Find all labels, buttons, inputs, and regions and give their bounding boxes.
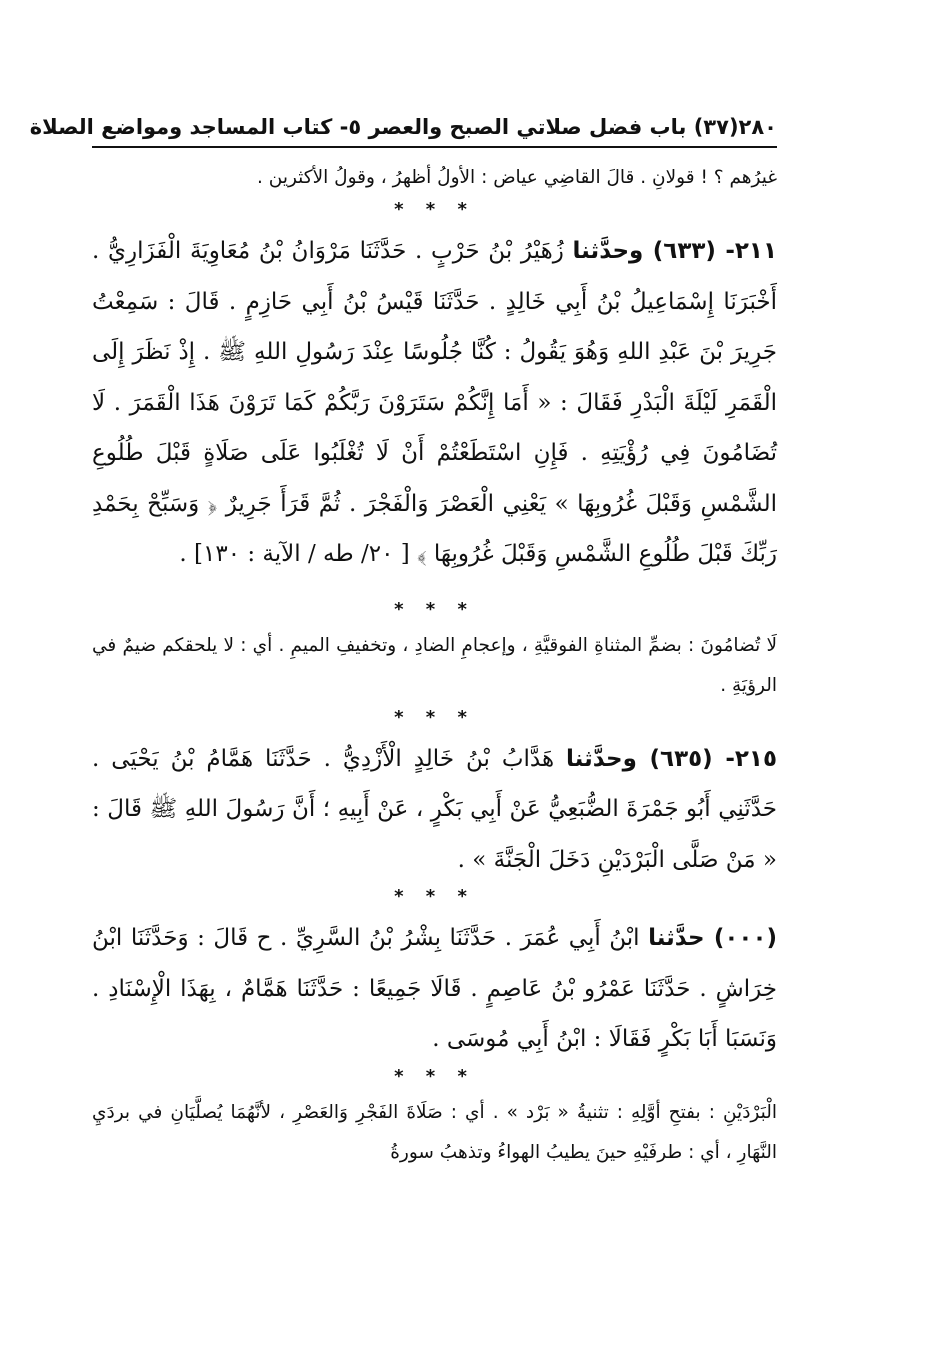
hadith-number: ٢١١- (٦٣٣) وحدَّثنا [572, 238, 777, 264]
section-separator: * * * [394, 199, 475, 220]
hadith-text: ابْنُ أَبِي عُمَرَ . حَدَّثَنَا بِشْرُ بْنُ السَّرِيِّ . ح قَالَ : وَحَدَّثَنَا ابْنُ خِرَاشٍ . حَدَّثَنَا عَمْرُو بْنُ عَاصِمٍ . قَالَا جَمِيعًا : حَدَّثَنَا هَمَّامٌ ، بِهَذَا الْإِسْنَادِ . وَنَسَبَا أَبَا بَكْرٍ فَقَالَا : ابْنُ أَبِي مُوسَى . [92, 925, 777, 1052]
hadith-215 [92, 734, 777, 886]
book-page [29, 112, 778, 1173]
section-separator: * * * [394, 886, 475, 907]
section-separator: * * * [394, 1065, 475, 1087]
hadith-text: هَدَّابُ بْنُ خَالِدٍ الْأَزْدِيُّ . حَدَّثَنَا هَمَّامُ بْنُ يَحْيَى . حَدَّثَنِي أَبُو جَمْرَةَ الضُّبَعِيُّ عَنْ أَبِي بَكْرٍ ، عَنْ أَبِيهِ ؛ أَنَّ رَسُولَ اللهِ ﷺ قَالَ : « مَنْ صَلَّى الْبَرْدَيْنِ دَخَلَ الْجَنَّةَ » . [92, 745, 777, 873]
commentary-note: لَا تُضامُونَ : بضمِّ المثناةِ الفوقيَّةِ ، وإعجامِ الضادِ ، وتخفيفِ الميمِ . أي : لا يلحقكم ضيمٌ في الرؤيَةِ . [92, 634, 777, 696]
commentary-note: الْبَرْدَيْنِ : بفتحِ أوَّلِهِ : تثنيةُ « بَرْد » . أي : صَلَاةَ الفَجْرِ وَالعَصْرِ ، لأنَّهُمَا يُصلَّيَانِ في بردَيِ النَّهَارِ ، أي : طرفَيْهِ حينَ يطيبُ الهواءُ وتذهبُ سورةُ [92, 1101, 777, 1163]
page-number: ٢٨٠ [738, 115, 777, 139]
hadith-211 [92, 226, 777, 580]
commentary-continuation: غيرُهم ؟ ! قولانِ . قالَ القاضِي عياض : الأولُ أظهرُ ، وقولُ الأكثرين . [256, 167, 777, 188]
section-separator: * * * [394, 598, 475, 620]
hadith-text: زُهَيْرُ بْنُ حَرْبٍ . حَدَّثَنَا مَرْوَانُ بْنُ مُعَاوِيَةَ الْفَزَارِيُّ . أَخْبَرَنَا إِسْمَاعِيلُ بْنُ أَبِي خَالِدٍ . حَدَّثَنَا قَيْسُ بْنُ أَبِي حَازِمٍ . قَالَ : سَمِعْتُ جَرِيرَ بْنَ عَبْدِ اللهِ وَهُوَ يَقُولُ : كُنَّا جُلُوسًا عِنْدَ رَسُولِ اللهِ ﷺ . إِذْ نَظَرَ إِلَى الْقَمَرِ لَيْلَةَ الْبَدْرِ فَقَالَ : « أَمَا إِنَّكُمْ سَتَرَوْنَ رَبَّكُمْ كَمَا تَرَوْنَ هَذَا الْقَمَرَ . لَا تُضَامُونَ فِي رُؤْيَتِهِ . فَإِنِ اسْتَطَعْتُمْ أَنْ لَا تُغْلَبُوا عَلَى صَلَاةٍ قَبْلَ طُلُوعِ الشَّمْسِ وَقَبْلَ غُرُوبِهَا » يَعْنِي الْعَصْرَ وَالْفَجْرَ . ثُمَّ قَرَأَ جَرِيرٌ ﴿ وَسَبِّحْ بِحَمْدِ رَبِّكَ قَبْلَ طُلُوعِ الشَّمْسِ وَقَبْلَ غُرُوبِهَا ﴾ [ ٢٠/ طه / الآية : ١٣٠] . [92, 238, 777, 567]
running-header [29, 112, 777, 148]
hadith-number: (٠٠٠) حدَّثنا [648, 925, 778, 951]
hadith-000 [92, 913, 777, 1065]
chapter-title: (٣٧) باب فضل صلاتي الصبح والعصر ٥- كتاب المساجد ومواضع الصلاة [29, 115, 739, 139]
hadith-number: ٢١٥- (٦٣٥) وحدَّثنا [566, 745, 777, 772]
section-separator: * * * [394, 706, 475, 728]
